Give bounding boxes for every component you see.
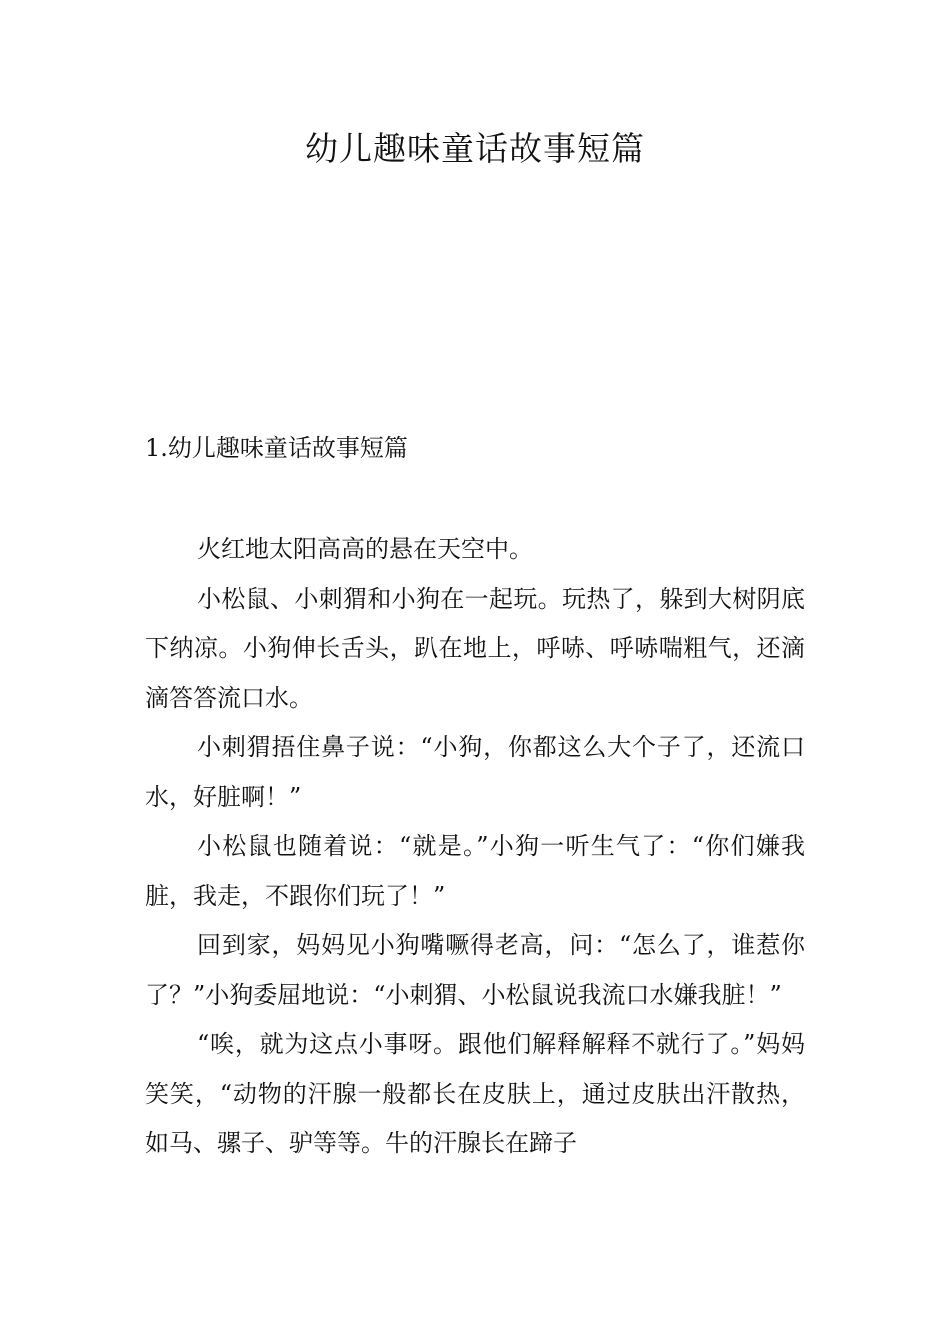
paragraph-2: 小松鼠、小刺猬和小狗在一起玩。玩热了，躲到大树阴底下纳凉。小狗伸长舌头，趴在地上，呼哧、呼哧喘粗气，还滴滴答答流口水。	[145, 584, 805, 712]
paragraph-1: 火红地太阳高高的悬在天空中。	[197, 535, 533, 563]
paragraph-6: “唉，就为这点小事呀。跟他们解释解释不就行了。”妈妈笑笑，“动物的汗腺一般都长在皮肤上，通过皮肤出汗散热，如马、骡子、驴等等。牛的汗腺长在蹄子	[145, 1030, 805, 1157]
paragraph-3: 小刺猬捂住鼻子说：“小狗，你都这么大个子了，还流口水，好脏啊！”	[145, 733, 805, 811]
paragraph-4: 小松鼠也随着说：“就是。”小狗一听生气了：“你们嫌我脏，我走，不跟你们玩了！”	[145, 832, 805, 910]
story-body	[145, 525, 805, 1169]
paragraph-5: 回到家，妈妈见小狗嘴噘得老高，问：“怎么了，谁惹你了？”小狗委屈地说：“小刺猬、小松鼠说我流口水嫌我脏！”	[145, 931, 805, 1009]
section-heading: 1.幼儿趣味童话故事短篇	[145, 434, 408, 462]
document-title: 幼儿趣味童话故事短篇	[305, 129, 645, 168]
